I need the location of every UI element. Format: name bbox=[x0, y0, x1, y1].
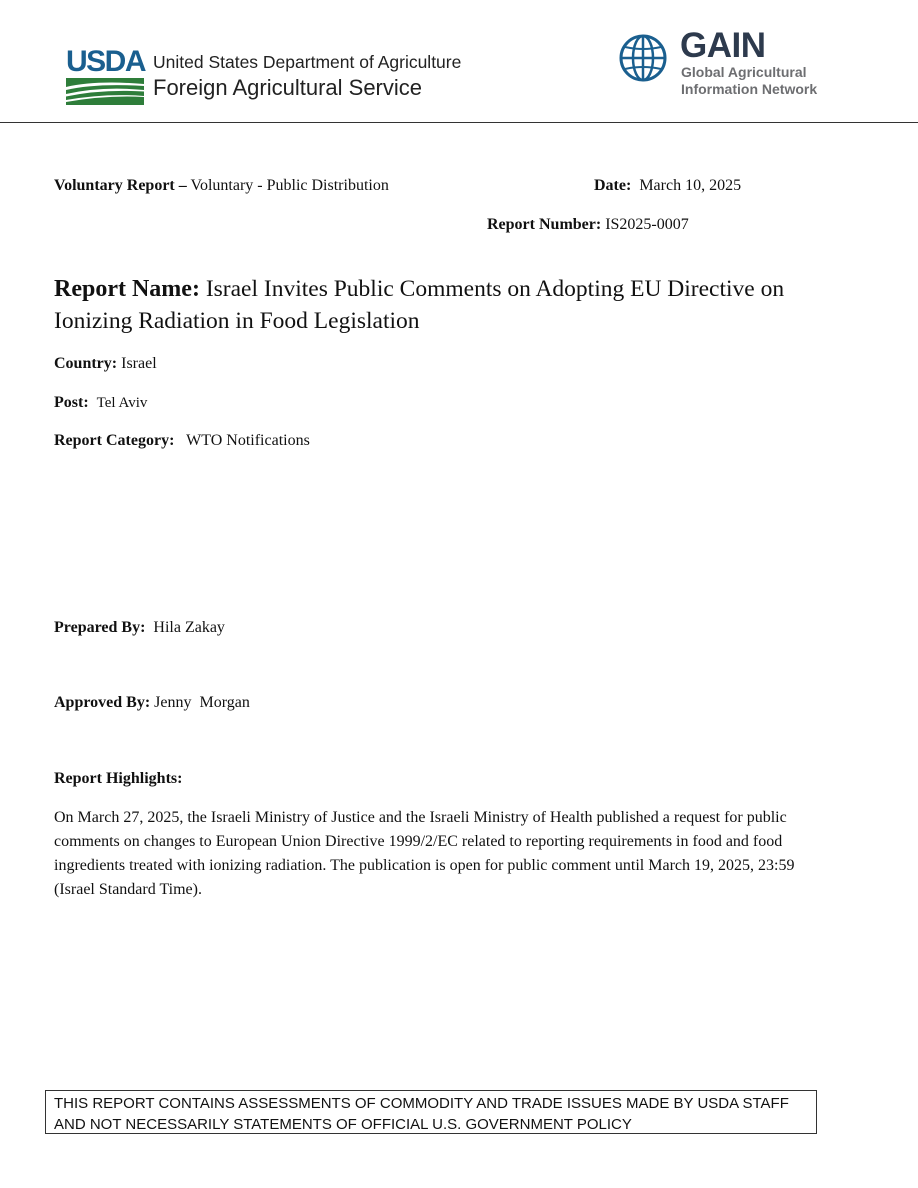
approved-by bbox=[54, 693, 250, 713]
category-label: Report Category: bbox=[54, 432, 175, 449]
service-name: Foreign Agricultural Service bbox=[153, 75, 423, 100]
date-value: March 10, 2025 bbox=[639, 177, 742, 194]
report-number bbox=[487, 215, 689, 235]
approved-value: Jenny Morgan bbox=[154, 694, 250, 711]
gain-subtitle-1: Global Agricultural bbox=[681, 64, 807, 80]
highlights-label: Report Highlights: bbox=[54, 770, 183, 787]
usda-logo-text: USDA bbox=[66, 45, 146, 78]
category-value: WTO Notifications bbox=[186, 432, 310, 449]
report-type-label: Voluntary Report – bbox=[54, 177, 187, 194]
gain-subtitle-2: Information Network bbox=[681, 81, 818, 97]
country bbox=[54, 354, 157, 374]
usda-logo bbox=[66, 45, 146, 106]
report-name-value: Israel Invites Public Comments on Adopting EU Directive on Ionizing Radiation in Food Legislation bbox=[54, 276, 785, 334]
post bbox=[54, 393, 147, 413]
prepared-by bbox=[54, 618, 225, 638]
report-name bbox=[54, 273, 834, 337]
disclaimer-line-1: THIS REPORT CONTAINS ASSESSMENTS OF COMMODITY AND TRADE ISSUES MADE BY USDA STAFF bbox=[54, 1095, 789, 1112]
prepared-label: Prepared By: bbox=[54, 619, 146, 636]
country-value: Israel bbox=[121, 355, 157, 372]
country-label: Country: bbox=[54, 355, 118, 372]
disclaimer-box bbox=[45, 1090, 817, 1134]
report-name-label: Report Name: bbox=[54, 276, 200, 302]
gain-title: GAIN bbox=[680, 26, 766, 65]
post-label: Post: bbox=[54, 394, 89, 411]
disclaimer-line-2: AND NOT NECESSARILY STATEMENTS OF OFFICIAL U.S. GOVERNMENT POLICY bbox=[54, 1116, 632, 1133]
report-type bbox=[54, 176, 389, 196]
prepared-value: Hila Zakay bbox=[153, 619, 225, 636]
report-type-value: Voluntary - Public Distribution bbox=[190, 177, 389, 194]
report-number-label: Report Number: bbox=[487, 216, 602, 233]
report-date bbox=[594, 176, 741, 196]
post-value: Tel Aviv bbox=[96, 395, 148, 411]
approved-label: Approved By: bbox=[54, 694, 151, 711]
highlights-heading bbox=[54, 769, 182, 789]
report-number-value: IS2025-0007 bbox=[605, 216, 689, 233]
header-divider bbox=[0, 122, 918, 123]
usda-field-icon bbox=[66, 78, 144, 105]
report-category bbox=[54, 431, 310, 451]
highlights-body: On March 27, 2025, the Israeli Ministry of Justice and the Israeli Ministry of Health published a request for public comments on changes to European Union Directive 1999/2/EC related to reporting requirements in food and food ingredients treated with ionizing radiation. The publication is open for public comment until March 19, 2025, 23:59 (Israel Standard Time). bbox=[54, 809, 795, 898]
department-name: United States Department of Agriculture bbox=[153, 52, 462, 72]
date-label: Date: bbox=[594, 177, 632, 194]
globe-icon bbox=[617, 33, 669, 83]
